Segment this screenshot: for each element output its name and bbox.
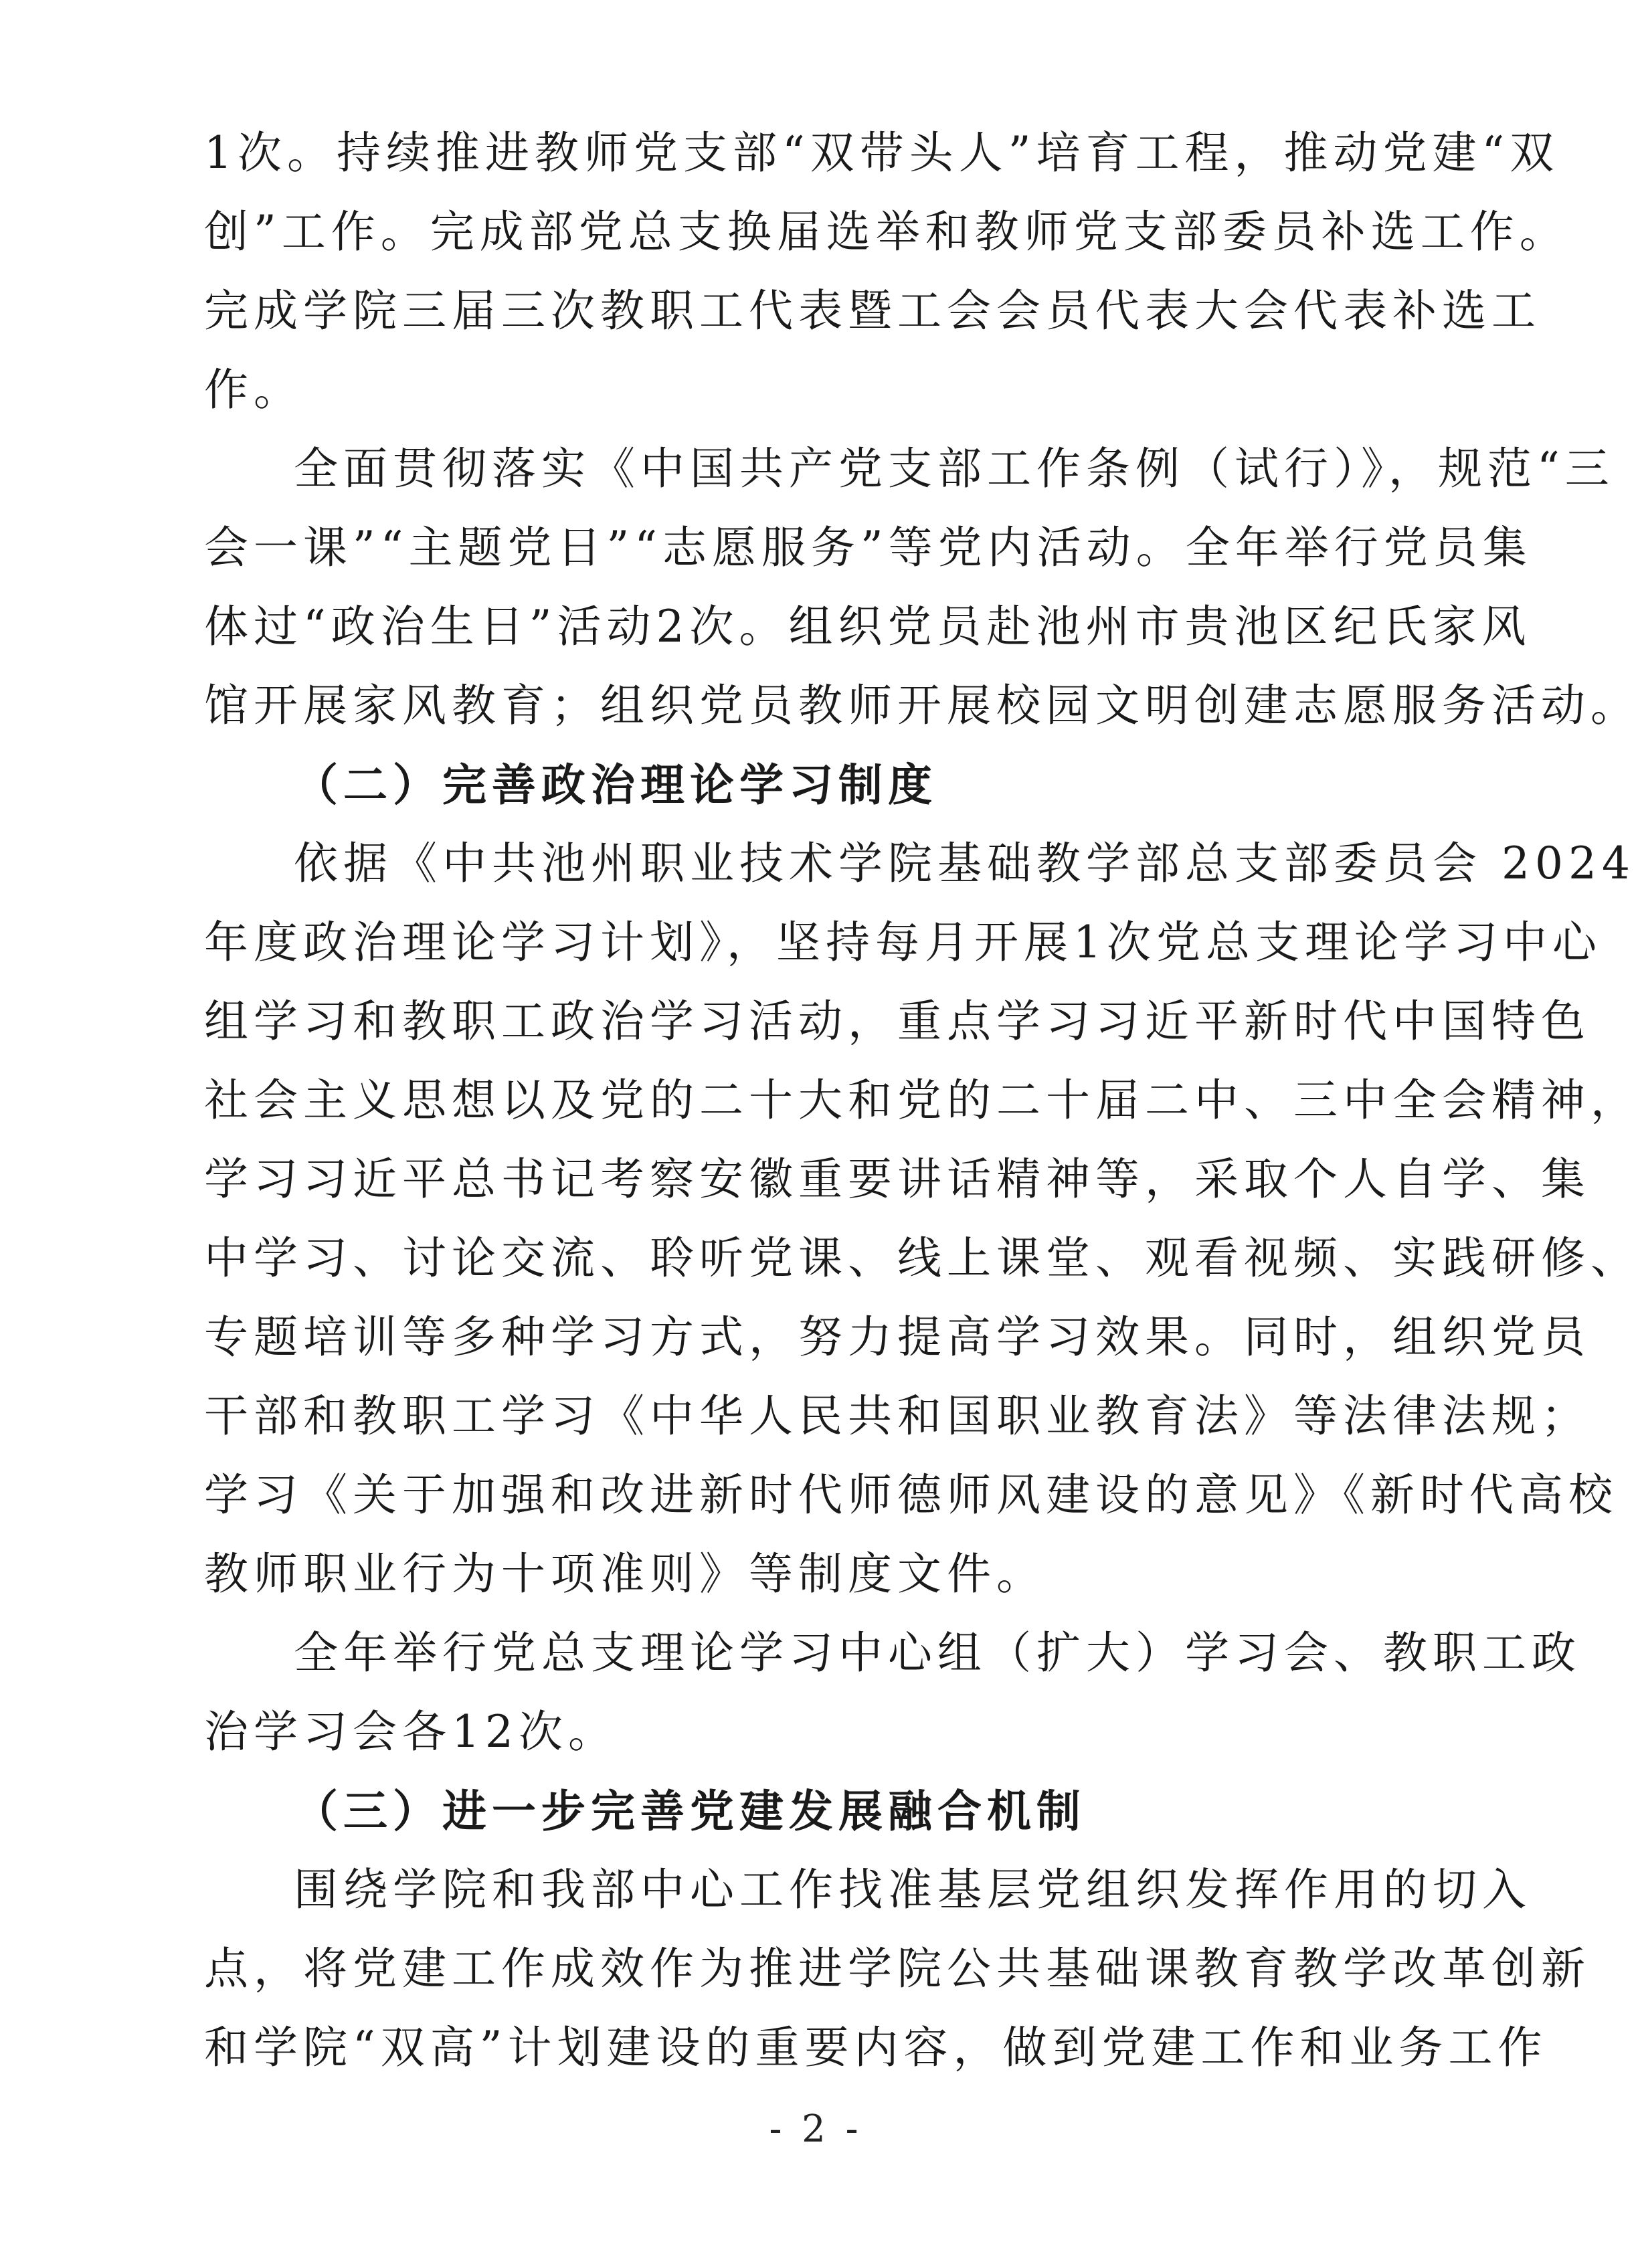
section-heading: （三）进一步完善党建发展融合机制 [294, 1785, 1086, 1837]
paragraph-line: 全面贯彻落实《中国共产党支部工作条例（试行）》，规范“三 [294, 443, 1615, 494]
paragraph-line: 体过“政治生日”活动2次。组织党员赴池州市贵池区纪氏家风 [204, 601, 1532, 652]
paragraph-line: 作。 [204, 364, 303, 415]
paragraph-line: 馆开展家风教育；组织党员教师开展校园文明创建志愿服务活动。 [204, 680, 1640, 731]
paragraph-line: 和学院“双高”计划建设的重要内容，做到党建工作和业务工作 [204, 2022, 1548, 2073]
paragraph-line: 年度政治理论学习计划》，坚持每月开展1次党总支理论学习中心 [204, 917, 1602, 968]
paragraph-line: 依据《中共池州职业技术学院基础教学部总支部委员会 2024 [294, 838, 1635, 889]
paragraph-line: 全年举行党总支理论学习中心组（扩大）学习会、教职工政 [294, 1627, 1581, 1679]
paragraph-line: 教师职业行为十项准则》等制度文件。 [204, 1548, 1046, 1600]
paragraph-line: 干部和教职工学习《中华人民共和国职业教育法》等法律法规； [204, 1390, 1590, 1442]
paragraph-line: 专题培训等多种学习方式，努力提高学习效果。同时，组织党员 [204, 1311, 1590, 1363]
paragraph-line: 中学习、讨论交流、聆听党课、线上课堂、观看视频、实践研修、 [204, 1232, 1640, 1284]
page-number: - 2 - [769, 2107, 862, 2151]
paragraph-line: 学习《关于加强和改进新时代师德师风建设的意见》《新时代高校 [204, 1469, 1618, 1521]
paragraph-line: 组学习和教职工政治学习活动，重点学习习近平新时代中国特色 [204, 996, 1590, 1047]
section-heading: （二）完善政治理论学习制度 [294, 759, 937, 811]
paragraph-line: 创”工作。完成部党总支换届选举和教师党支部委员补选工作。 [204, 206, 1569, 258]
paragraph-line: 治学习会各12次。 [204, 1706, 618, 1758]
paragraph-line: 1次。持续推进教师党支部“双带头人”培育工程，推动党建“双 [204, 127, 1560, 179]
paragraph-line: 社会主义思想以及党的二十大和党的二十届二中、三中全会精神， [204, 1074, 1640, 1126]
document-body [204, 114, 1640, 2087]
paragraph-line: 学习习近平总书记考察安徽重要讲话精神等，采取个人自学、集 [204, 1153, 1590, 1205]
paragraph-line: 会一课”“主题党日”“志愿服务”等党内活动。全年举行党员集 [204, 522, 1532, 573]
paragraph-line: 点，将党建工作成效作为推进学院公共基础课教育教学改革创新 [204, 1943, 1590, 1994]
paragraph-line: 完成学院三届三次教职工代表暨工会会员代表大会代表补选工 [204, 285, 1541, 337]
paragraph-line: 围绕学院和我部中心工作找准基层党组织发挥作用的切入 [294, 1864, 1532, 1915]
